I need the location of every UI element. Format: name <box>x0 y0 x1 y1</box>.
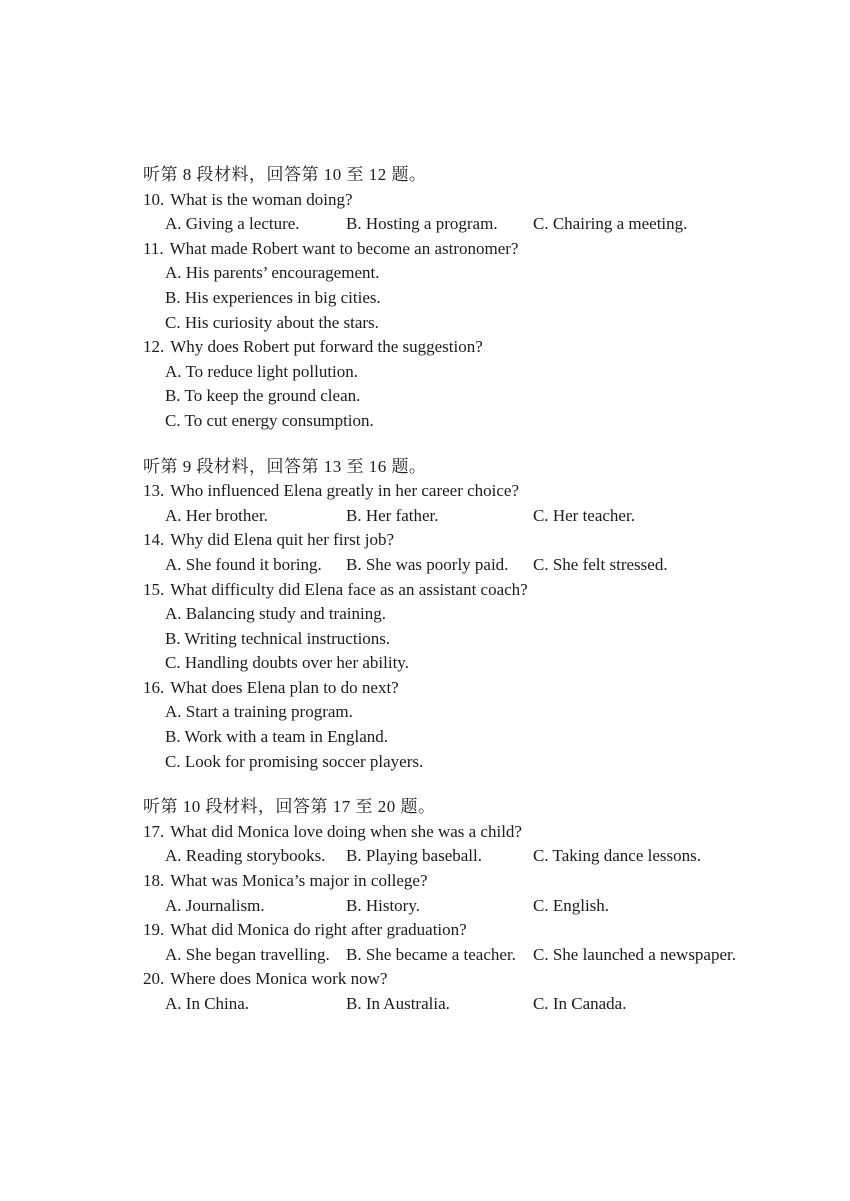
listening-section <box>143 455 763 775</box>
question-number: 20. <box>143 969 165 989</box>
question-options <box>143 553 763 578</box>
question-line <box>143 918 763 943</box>
option-c: C. To cut energy consumption. <box>165 410 374 430</box>
question-line <box>143 335 763 360</box>
question-line <box>143 188 763 213</box>
question-text: What is the woman doing? <box>170 189 353 209</box>
question-block <box>143 967 763 1016</box>
option-b: B. In Australia. <box>346 994 450 1013</box>
question-block <box>143 918 763 967</box>
question-block <box>143 820 763 869</box>
option-c: C. She felt stressed. <box>533 554 668 574</box>
listening-section <box>143 795 763 1016</box>
question-options <box>143 844 763 869</box>
question-line <box>143 578 763 603</box>
question-number: 19. <box>143 920 165 940</box>
question-options <box>143 212 763 237</box>
question-number: 13. <box>143 481 165 501</box>
question-line <box>143 820 763 845</box>
option-a: A. Giving a lecture. <box>165 214 300 234</box>
option-c: C. In Canada. <box>533 994 627 1013</box>
option-c: C. English. <box>533 895 610 915</box>
question-line <box>143 237 763 262</box>
question-options <box>143 943 763 968</box>
question-options <box>143 700 763 774</box>
question-line <box>143 676 763 701</box>
question-number: 17. <box>143 821 165 841</box>
question-options <box>143 894 763 919</box>
option-b: B. Hosting a program. <box>346 214 498 234</box>
option-a: A. She found it boring. <box>165 554 322 574</box>
option-c: C. Look for promising soccer players. <box>165 751 424 771</box>
question-line <box>143 869 763 894</box>
question-block <box>143 188 763 237</box>
option-a: A. Start a training program. <box>165 702 353 722</box>
question-block <box>143 869 763 918</box>
section-header: 听第 8 段材料，回答第 10 至 12 题。 <box>143 165 427 184</box>
question-line <box>143 528 763 553</box>
question-options <box>143 261 763 335</box>
option-a: A. She began travelling. <box>165 944 330 964</box>
question-block <box>143 237 763 335</box>
question-text: What was Monica’s major in college? <box>170 871 428 891</box>
option-a: A. Journalism. <box>165 895 265 915</box>
question-number: 10. <box>143 189 165 209</box>
question-options <box>143 504 763 529</box>
question-text: Why does Robert put forward the suggestion? <box>170 337 483 357</box>
option-c: C. She launched a newspaper. <box>533 944 736 964</box>
option-b: B. Her father. <box>346 505 439 525</box>
option-b: B. History. <box>346 895 420 915</box>
option-c: C. Chairing a meeting. <box>533 214 688 234</box>
question-options <box>143 360 763 434</box>
question-text: Who influenced Elena greatly in her career choice? <box>170 481 520 501</box>
question-text: Where does Monica work now? <box>170 969 388 989</box>
exam-content <box>143 163 763 1017</box>
question-block <box>143 578 763 676</box>
option-b: B. Work with a team in England. <box>165 727 389 747</box>
question-line <box>143 479 763 504</box>
option-a: A. Balancing study and training. <box>165 604 386 624</box>
question-number: 15. <box>143 579 165 599</box>
question-block <box>143 528 763 577</box>
question-options <box>143 992 763 1017</box>
question-text: What did Monica love doing when she was a child? <box>170 821 522 841</box>
question-block <box>143 479 763 528</box>
question-text: Why did Elena quit her first job? <box>170 530 395 550</box>
question-text: What made Robert want to become an astronomer? <box>169 238 519 258</box>
option-c: C. Taking dance lessons. <box>533 846 701 866</box>
question-number: 18. <box>143 871 165 891</box>
question-line <box>143 967 763 992</box>
listening-section <box>143 163 763 434</box>
section-header: 听第 10 段材料，回答第 17 至 20 题。 <box>143 797 436 817</box>
option-a: A. His parents’ encouragement. <box>165 263 380 283</box>
question-number: 16. <box>143 677 165 697</box>
section-header: 听第 9 段材料，回答第 13 至 16 题。 <box>143 456 427 476</box>
option-a: A. To reduce light pollution. <box>165 361 359 381</box>
option-a: A. In China. <box>165 994 250 1013</box>
question-number: 11. <box>143 238 164 258</box>
question-block <box>143 676 763 774</box>
section-questions <box>143 479 763 774</box>
option-c: C. Her teacher. <box>533 505 635 525</box>
option-b: B. She was poorly paid. <box>346 554 509 574</box>
section-questions <box>143 820 763 1017</box>
question-options <box>143 602 763 676</box>
option-b: B. Writing technical instructions. <box>165 628 391 648</box>
question-text: What difficulty did Elena face as an assistant coach? <box>170 579 528 599</box>
question-number: 14. <box>143 530 165 550</box>
option-b: B. His experiences in big cities. <box>165 287 381 307</box>
option-b: B. To keep the ground clean. <box>165 386 361 406</box>
option-b: B. She became a teacher. <box>346 944 516 964</box>
option-c: C. His curiosity about the stars. <box>165 312 379 332</box>
option-c: C. Handling doubts over her ability. <box>165 653 409 673</box>
option-a: A. Reading storybooks. <box>165 846 326 866</box>
question-text: What did Monica do right after graduation? <box>170 920 467 940</box>
section-questions <box>143 188 763 434</box>
option-b: B. Playing baseball. <box>346 846 482 866</box>
option-a: A. Her brother. <box>165 505 268 525</box>
question-block <box>143 335 763 433</box>
question-text: What does Elena plan to do next? <box>170 677 399 697</box>
question-number: 12. <box>143 337 165 357</box>
